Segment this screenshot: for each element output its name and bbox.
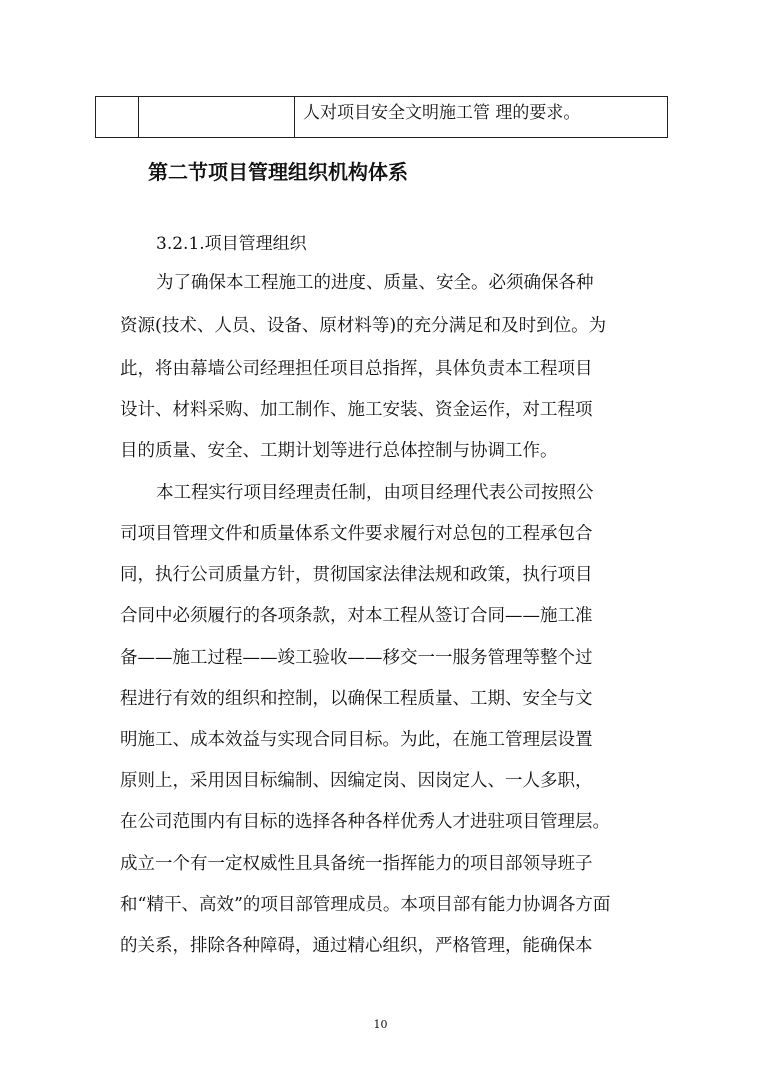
body-line: 同，执行公司质量方针，贯彻国家法律法规和政策，执行项目 <box>120 565 593 585</box>
body-line: 备——施工过程——竣工验收——移交一一服务管理等整个过 <box>120 648 593 668</box>
body-line: 目的质量、安全、工期计划等进行总体控制与协调工作。 <box>120 441 558 461</box>
body-line: 原则上，采用因目标编制、因编定岗、因岗定人、一人多职， <box>120 771 593 791</box>
page-number: 10 <box>373 1018 388 1031</box>
body-line: 明施工、成本效益与实现合同目标。为此，在施工管理层设置 <box>120 730 593 750</box>
body-line: 程进行有效的组织和控制，以确保工程质量、工期、安全与文 <box>120 689 593 709</box>
table-cell-empty-2 <box>139 97 295 138</box>
table-fragment <box>95 96 668 138</box>
body-line: 的关系，排除各种障碍，通过精心组织，严格管理，能确保本 <box>120 936 593 956</box>
table-row <box>96 97 668 138</box>
body-line: 为了确保本工程施工的进度、质量、安全。必须确保各种 <box>156 273 594 293</box>
body-line: 此，将由幕墙公司经理担任项目总指挥，具体负责本工程项目 <box>120 359 593 379</box>
body-line: 司项目管理文件和质量体系文件要求履行对总包的工程承包合 <box>120 524 593 544</box>
body-line: 和“精干、高效”的项目部管理成员。本项目部有能力协调各方面 <box>120 895 611 915</box>
body-line: 合同中必须履行的各项条款，对本工程从签订合同——施工准 <box>120 606 593 626</box>
body-line: 本工程实行项目经理责任制，由项目经理代表公司按照公 <box>156 483 594 503</box>
section-heading: 第二节项目管理组织机构体系 <box>148 160 408 184</box>
body-line: 成立一个有一定权威性且具备统一指挥能力的项目部领导班子 <box>120 854 593 874</box>
body-line: 在公司范围内有目标的选择各种各样优秀人才进驻项目管理层。 <box>120 812 610 832</box>
body-line: 设计、材料采购、加工制作、施工安装、资金运作，对工程项 <box>120 400 593 420</box>
subsection-title: 3.2.1.项目管理组织 <box>156 234 307 254</box>
table-cell-requirement: 人对项目安全文明施工管 理的要求。 <box>295 97 668 138</box>
table-cell-empty-1 <box>96 97 139 138</box>
body-line: 资源(技术、人员、设备、原材料等)的充分满足和及时到位。为 <box>120 316 607 336</box>
